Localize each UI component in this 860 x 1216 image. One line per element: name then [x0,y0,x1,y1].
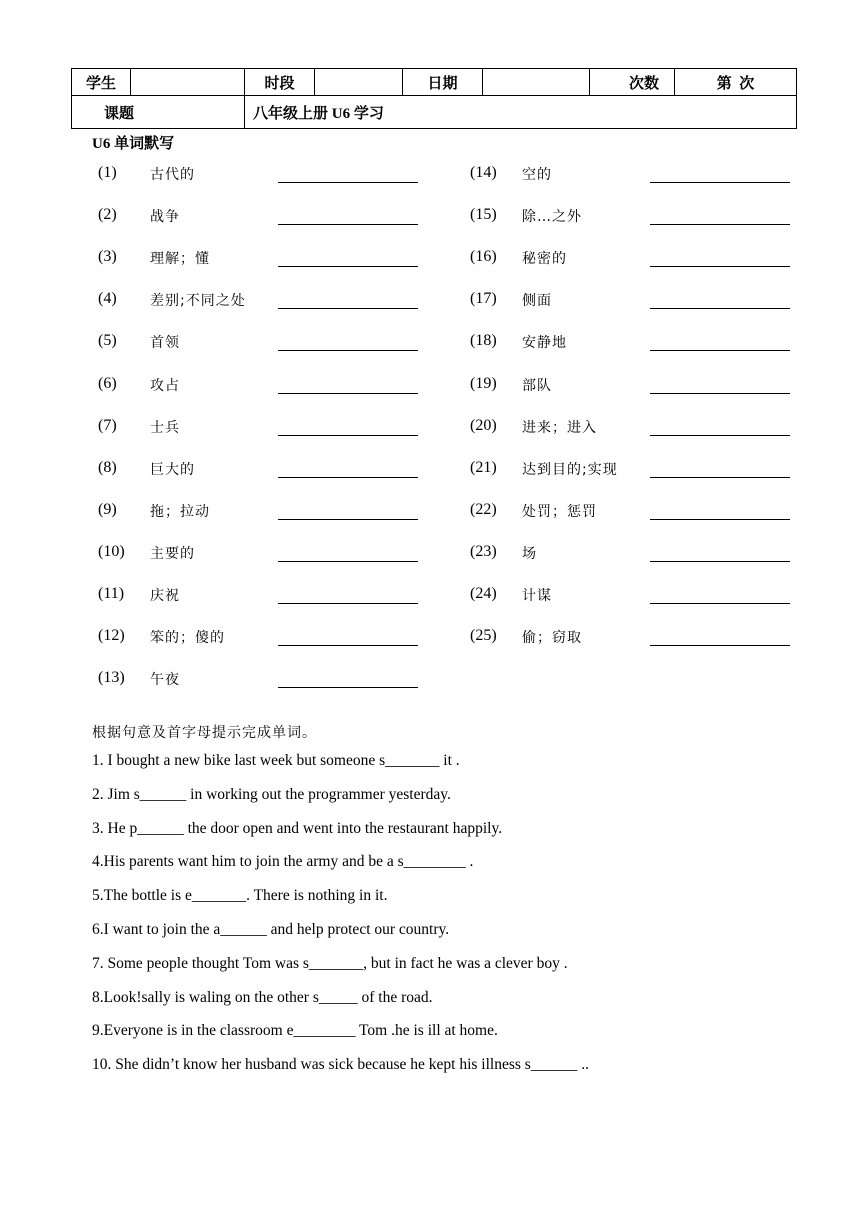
vocab-item [470,459,800,481]
vocab-item [470,501,800,523]
vocab-chinese: 进来；进入 [522,419,597,436]
vocab-section-title: U6 单词默写 [92,136,175,152]
answer-blank[interactable] [278,477,418,478]
vocab-number: (17) [470,290,497,308]
vocab-number: (12) [98,627,125,645]
vocab-chinese: 安静地 [522,335,567,352]
answer-blank[interactable] [650,435,790,436]
vocab-number: (7) [98,416,117,434]
sentence-item: 5.The bottle is e_______. There is nothing in it. [92,887,388,905]
vocab-number: (20) [470,416,497,434]
vocab-number: (16) [470,248,497,266]
sentence-item: 7. Some people thought Tom was s_______, but in fact he was a clever boy . [92,954,568,972]
sentence-item: 3. He p______ the door open and went into the restaurant happily. [92,819,503,837]
answer-blank[interactable] [278,687,418,688]
exercise-instruction: 根据句意及首字母提示完成单词。 [92,725,317,741]
answer-blank[interactable] [650,477,790,478]
sentence-item: 6.I want to join the a______ and help protect our country. [92,921,450,938]
vocab-number: (23) [470,542,497,560]
answer-blank[interactable] [650,393,790,394]
vocab-item [470,417,800,439]
vocab-number: (8) [98,458,117,476]
vocab-number: (13) [98,669,125,687]
vocab-item [98,290,428,312]
vocab-chinese: 理解；懂 [150,251,210,268]
answer-blank[interactable] [650,519,790,520]
vocab-chinese: 除…之外 [522,209,582,226]
sentence-item: 10. She didn’t know her husband was sick because he kept his illness s______ .. [92,1056,589,1074]
sentence-item: 2. Jim s______ in working out the programmer yesterday. [92,785,451,803]
period-field [315,69,403,96]
vocab-number: (3) [98,248,117,266]
answer-blank[interactable] [650,182,790,183]
vocab-number: (9) [98,500,117,518]
vocab-item [470,332,800,354]
vocab-chinese: 部队 [522,377,552,394]
vocab-number: (14) [470,164,497,181]
vocab-number: (6) [98,374,117,392]
vocab-number: (15) [470,206,497,224]
vocab-chinese: 攻占 [150,377,180,394]
answer-blank[interactable] [278,393,418,394]
answer-blank[interactable] [278,224,418,225]
answer-blank[interactable] [650,266,790,267]
student-field [131,69,245,96]
vocab-item [470,290,800,312]
date-label: 日期 [403,69,483,96]
sentence-item: 9.Everyone is in the classroom e________ Tom .he is ill at home. [92,1022,498,1040]
vocab-number: (21) [470,458,497,476]
vocab-chinese: 庆祝 [150,588,180,604]
vocab-number: (24) [470,585,497,602]
vocab-item [98,585,428,607]
vocab-chinese: 偷；窃取 [522,630,582,647]
vocab-chinese: 古代的 [150,167,195,183]
vocab-chinese: 拖；拉动 [150,503,210,520]
vocab-item [470,585,800,607]
vocab-item [470,164,800,186]
vocab-chinese: 巨大的 [150,461,195,478]
vocab-item [98,417,428,439]
sentence-item: 1. I bought a new bike last week but someone s_______ it . [92,752,460,769]
vocab-number: (18) [470,332,497,350]
vocab-chinese: 侧面 [522,293,552,310]
vocab-item [98,206,428,228]
answer-blank[interactable] [278,603,418,604]
answer-blank[interactable] [278,350,418,351]
vocab-chinese: 午夜 [150,672,180,689]
period-label: 时段 [245,69,315,96]
vocab-number: (11) [98,585,125,602]
vocab-number: (19) [470,374,497,392]
vocab-number: (22) [470,500,497,518]
vocab-chinese: 主要的 [150,545,195,562]
answer-blank[interactable] [650,561,790,562]
date-field [483,69,590,96]
vocab-chinese: 计谋 [522,588,552,604]
sentence-item: 8.Look!sally is waling on the other s_____ of the road. [92,988,433,1006]
topic-label: 课题 [72,96,245,129]
vocab-item [470,627,800,649]
vocab-chinese: 处罚；惩罚 [522,503,597,520]
count-label: 次数 [590,69,675,96]
vocab-number: (2) [98,206,117,224]
answer-blank[interactable] [650,645,790,646]
vocab-item [470,375,800,397]
vocab-item [470,206,800,228]
vocab-number: (5) [98,332,117,350]
vocab-chinese: 差别;不同之处 [150,293,246,310]
vocab-item [98,164,428,186]
nth-label: 第 次 [675,69,797,96]
answer-blank[interactable] [278,519,418,520]
vocab-item [98,543,428,565]
vocab-item [98,459,428,481]
student-label: 学生 [72,69,131,96]
vocab-number: (10) [98,542,125,560]
vocab-number: (1) [98,164,117,181]
answer-blank[interactable] [278,561,418,562]
sentence-item: 4.His parents want him to join the army and be a s________ . [92,853,474,871]
answer-blank[interactable] [650,308,790,309]
header-table [71,68,797,129]
vocab-item [470,543,800,565]
vocab-item [98,627,428,649]
answer-blank[interactable] [278,645,418,646]
vocab-item [470,248,800,270]
answer-blank[interactable] [650,224,790,225]
vocab-item [98,669,428,691]
vocab-number: (25) [470,627,497,645]
vocab-chinese: 秘密的 [522,251,567,268]
vocab-chinese: 笨的；傻的 [150,630,225,647]
vocab-item [98,375,428,397]
answer-blank[interactable] [278,308,418,309]
answer-blank[interactable] [650,350,790,351]
vocab-chinese: 士兵 [150,419,180,436]
vocab-chinese: 空的 [522,167,552,183]
vocab-chinese: 场 [522,545,537,562]
vocab-chinese: 首领 [150,335,180,352]
answer-blank[interactable] [278,266,418,267]
vocab-chinese: 达到目的;实现 [522,461,618,478]
answer-blank[interactable] [278,435,418,436]
answer-blank[interactable] [278,182,418,183]
vocab-item [98,501,428,523]
answer-blank[interactable] [650,603,790,604]
topic-value: 八年级上册 U6 学习 [245,96,797,129]
vocab-item [98,332,428,354]
vocab-item [98,248,428,270]
vocab-number: (4) [98,290,117,308]
vocab-chinese: 战争 [150,209,180,226]
